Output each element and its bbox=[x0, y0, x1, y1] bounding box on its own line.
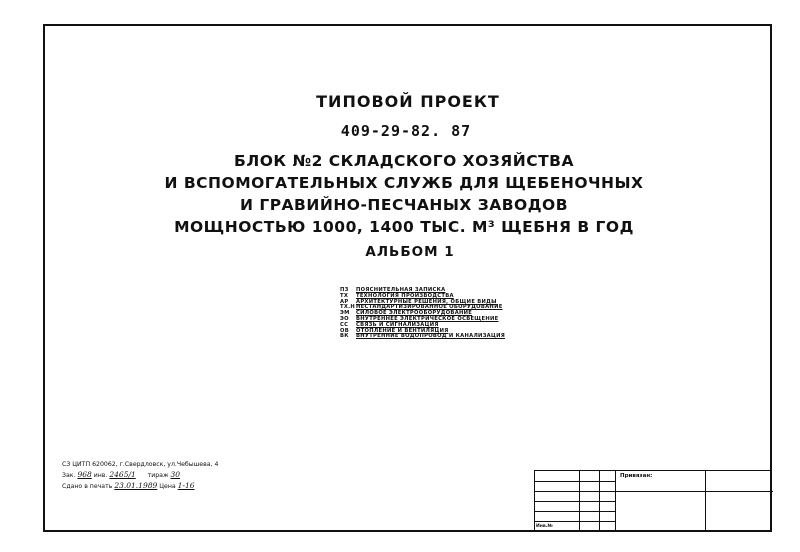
stamp-divider bbox=[705, 471, 706, 532]
contents-title: ВНУТРЕННЕЕ ЭЛЕКТРИЧЕСКОЕ ОСВЕЩЕНИЕ bbox=[356, 315, 499, 322]
sent-label: Сдано в печать bbox=[62, 483, 113, 490]
contents-code: ЭО bbox=[340, 315, 349, 322]
stamp-rule bbox=[535, 491, 773, 492]
project-title-line: И ГРАВИЙНО-ПЕСЧАНЫХ ЗАВОДОВ bbox=[239, 196, 569, 214]
contents-code: ЭМ bbox=[340, 310, 350, 317]
stamp-divider bbox=[615, 471, 616, 532]
stamp-rule bbox=[535, 521, 615, 522]
contents-list bbox=[340, 288, 505, 340]
contents-title: ОТОПЛЕНИЕ И ВЕНТИЛЯЦИЯ bbox=[356, 327, 449, 334]
project-title-line: МОЩНОСТЬЮ 1000, 1400 ТЫС. М³ ЩЕБНЯ В ГОД bbox=[174, 218, 634, 236]
order-label: Зак. bbox=[62, 472, 76, 479]
contents-code: ТХ.Н bbox=[340, 304, 356, 311]
header-title: ТИПОВОЙ ПРОЕКТ bbox=[316, 92, 500, 111]
print-run: 30 bbox=[170, 470, 181, 479]
project-title bbox=[4, 150, 800, 238]
publisher-imprint bbox=[62, 460, 218, 492]
project-title-line: БЛОК №2 СКЛАДСКОГО ХОЗЯЙСТВА bbox=[234, 152, 574, 170]
album-label: АЛЬБОМ 1 bbox=[365, 244, 455, 260]
contents-title: ВНУТРЕННИЕ ВОДОПРОВОД И КАНАЛИЗАЦИЯ bbox=[356, 333, 506, 340]
contents-code: АР bbox=[340, 298, 349, 305]
stamp-inv-label: Инв.№ bbox=[536, 524, 553, 529]
project-title-line: И ВСПОМОГАТЕЛЬНЫХ СЛУЖБ ДЛЯ ЩЕБЕНОЧНЫХ bbox=[164, 174, 644, 192]
print-run-label: тираж bbox=[147, 472, 169, 479]
contents-code: ВК bbox=[340, 333, 349, 340]
contents-title: АРХИТЕКТУРНЫЕ РЕШЕНИЯ, ОБЩИЕ ВИДЫ bbox=[356, 298, 497, 305]
imprint-address: СЗ ЦИТП 620062, г.Свердловск, ул.Чебышева, 4 bbox=[62, 461, 219, 468]
contents-code: СС bbox=[340, 321, 349, 328]
contents-title: ПОЯСНИТЕЛЬНАЯ ЗАПИСКА bbox=[356, 287, 446, 293]
inv-number: 2465/1 bbox=[109, 470, 136, 479]
contents-code: ТХ bbox=[340, 292, 349, 299]
contents-item bbox=[340, 334, 505, 340]
contents-title: СВЯЗЬ И СИГНАЛИЗАЦИЯ bbox=[356, 321, 439, 328]
stamp-rule bbox=[535, 481, 615, 482]
imprint-date-line bbox=[62, 481, 218, 492]
imprint-order-line bbox=[62, 470, 218, 481]
inv-label: инв. bbox=[93, 472, 108, 479]
contents-code: ОВ bbox=[340, 327, 349, 334]
contents-code: ПЗ bbox=[340, 287, 349, 293]
sent-date: 23.01.1989 bbox=[114, 481, 158, 490]
project-number: 409-29-82. 87 bbox=[340, 122, 472, 140]
price-label: Цена bbox=[159, 483, 176, 490]
applied-label: Привязан: bbox=[620, 473, 653, 479]
stamp-rule bbox=[535, 501, 615, 502]
price: 1-16 bbox=[177, 481, 195, 490]
stamp-rule bbox=[535, 511, 615, 512]
contents-title: НЕСТАНДАРТИЗИРОВАННОЕ ОБОРУДОВАНИЕ bbox=[356, 304, 503, 311]
title-stamp bbox=[534, 470, 772, 532]
contents-title: ТЕХНОЛОГИЯ ПРОИЗВОДСТВА bbox=[356, 292, 454, 299]
order-number: 968 bbox=[77, 470, 92, 479]
contents-title: СИЛОВОЕ ЭЛЕКТРООБОРУДОВАНИЕ bbox=[356, 310, 473, 317]
